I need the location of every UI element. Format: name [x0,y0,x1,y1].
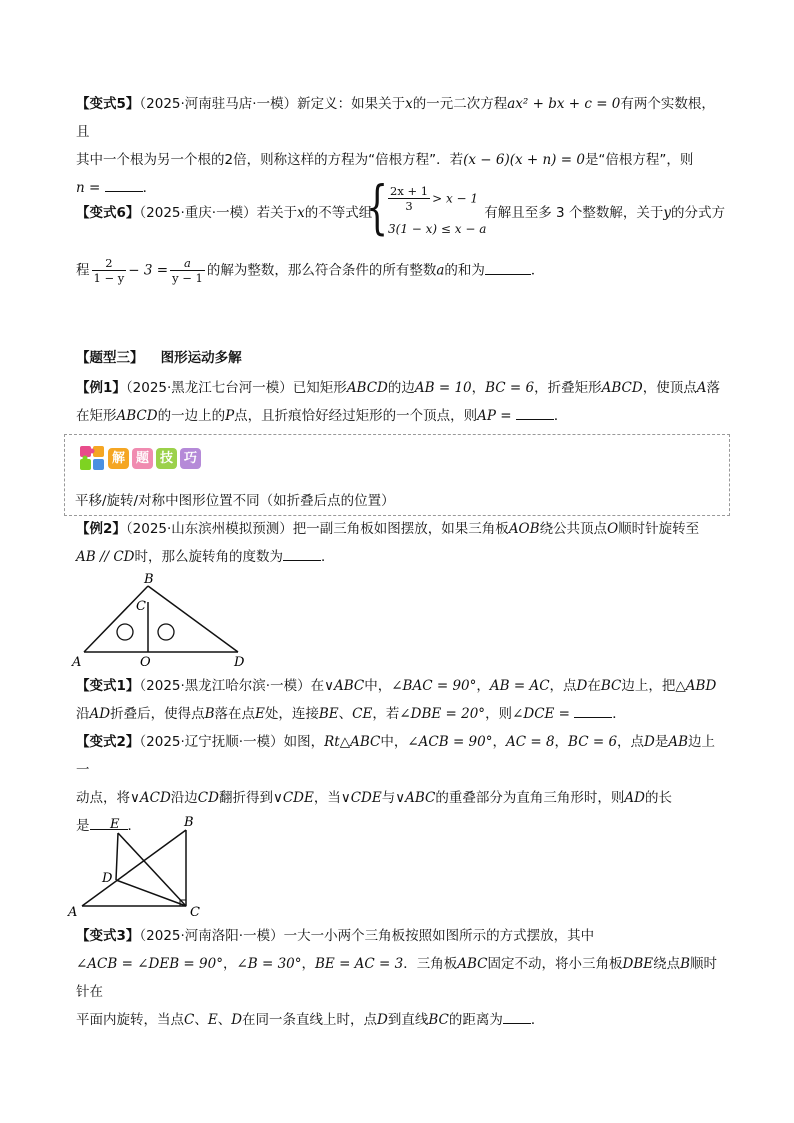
brace-symbol: { [366,173,389,241]
variant1-paragraph: 【变式1】（2025·黑龙江哈尔滨·一模）在∨ABC中，∠BAC = 90°，AB = AC，点D在BC边上，把△ABD 沿AD折叠后，使得点B落在点E处，连接BE、CE，若∠DBE = 20°，则∠DCE = ． [76,678,717,722]
tips-text: 平移/旋转/对称中图形位置不同（如折叠后点的位置） [75,493,395,509]
variant6-line2: 程 $\frac{2}{1 - y}$ − 3 = $\frac{a}{y - 1}$ 的解为整数，那么符合条件的所有整数a的和为 ． [76,256,545,285]
label-B: B [144,572,154,587]
line-DC [116,880,186,906]
label-C: C [190,905,200,918]
variant6-line1: 【变式6】（2025·重庆·一模）若关于x的不等式组 有解且至多 3 个整数解，关于y的分式方 [76,205,726,221]
label-E: E [110,817,120,832]
variant3-tag: 【变式3】 [76,928,140,944]
example1-paragraph: 【例1】（2025·黑龙江七台河一模）已知矩形ABCD的边AB = 10，BC = 6，折叠矩形ABCD，使顶点A落 在矩形ABCD的一边上的P点，且折痕恰好经过矩形的一个顶点，则AP = ． [76,380,720,424]
example2-tag: 【例2】 [76,521,126,537]
puzzle-icon [79,445,105,471]
example1-tag: 【例1】 [76,380,126,396]
variant2-paragraph: 【变式2】（2025·辽宁抚顺·一模）如图，Rt△ABC中，∠ACB = 90°，AC = 8，BC = 6，点D是AB边上一 动点，将∨ACD沿边CD翻折得到∨CDE，当∨CDE与∨ABC的重叠部分为直角三角形时，则AD的长 是 ． [76,734,716,834]
answer-blank[interactable] [516,405,554,420]
line-AB [84,586,148,652]
section-tag: 【题型三】 [76,350,144,366]
tips-title: 解 题 技 巧 [79,445,201,471]
label-D: D [234,655,245,670]
example2-paragraph: 【例2】（2025·山东滨州模拟预测）把一副三角板如图摆放，如果三角板AOB绕公共顶点O顺时针旋转至 AB // CD时，那么旋转角的度数为 ． [76,521,700,565]
variant3-paragraph: 【变式3】（2025·河南洛阳·一模）一大一小两个三角板按照如图所示的方式摆放，其中 ∠ACB = ∠DEB = 90°，∠B = 30°，BE = AC = 3．三角板ABC固定不动，将小三角板DBE绕点B顺时针在 平面内旋转，当点C、E、D在同一条直线上时，点D到直线BC的距离为 ． [76,928,718,1028]
answer-blank[interactable] [485,260,531,275]
label-A: A [72,655,82,670]
variant6-tag: 【变式6】 [76,205,140,221]
set-square-figure [64,568,264,670]
label-B: B [184,815,194,830]
answer-blank[interactable] [574,703,612,718]
hole-left [117,624,133,640]
section-title: 图形运动多解 [160,350,242,366]
variant2-tag: 【变式2】 [76,734,140,750]
line-AB [82,830,186,906]
inequality-system: { $\frac{2x + 1}{3}$ > x − 1 3(1 − x) ≤ x − a [366,173,487,241]
line-BD [148,586,238,652]
label-C: C [136,599,146,614]
line-EC [118,833,186,906]
factored-equation: (x − 6)(x + n) = 0 [463,152,585,168]
line-DE [116,833,118,880]
variant5-paragraph: 【变式5】（2025·河南驻马店·一模）新定义：如果关于x的一元二次方程ax² + bx + c = 0有两个实数根，且 其中一个根为另一个根的2倍，则称这样的方程为“倍根方程”．若(x − 6)(x + n) = 0是“倍根方程”，则 n = ． [76,96,715,196]
label-O: O [140,655,151,670]
hole-right [158,624,174,640]
variant5-tag: 【变式5】 [76,96,140,112]
section-heading [76,344,726,372]
variant1-tag: 【变式1】 [76,678,140,694]
label-A: A [68,905,78,918]
answer-blank[interactable] [503,1009,531,1024]
label-D: D [102,871,113,886]
tips-box [64,434,730,516]
quadratic-equation: ax² + bx + c = 0 [507,96,621,112]
fold-triangle-figure [64,808,224,918]
answer-blank[interactable] [283,546,321,561]
answer-blank[interactable] [105,177,143,192]
